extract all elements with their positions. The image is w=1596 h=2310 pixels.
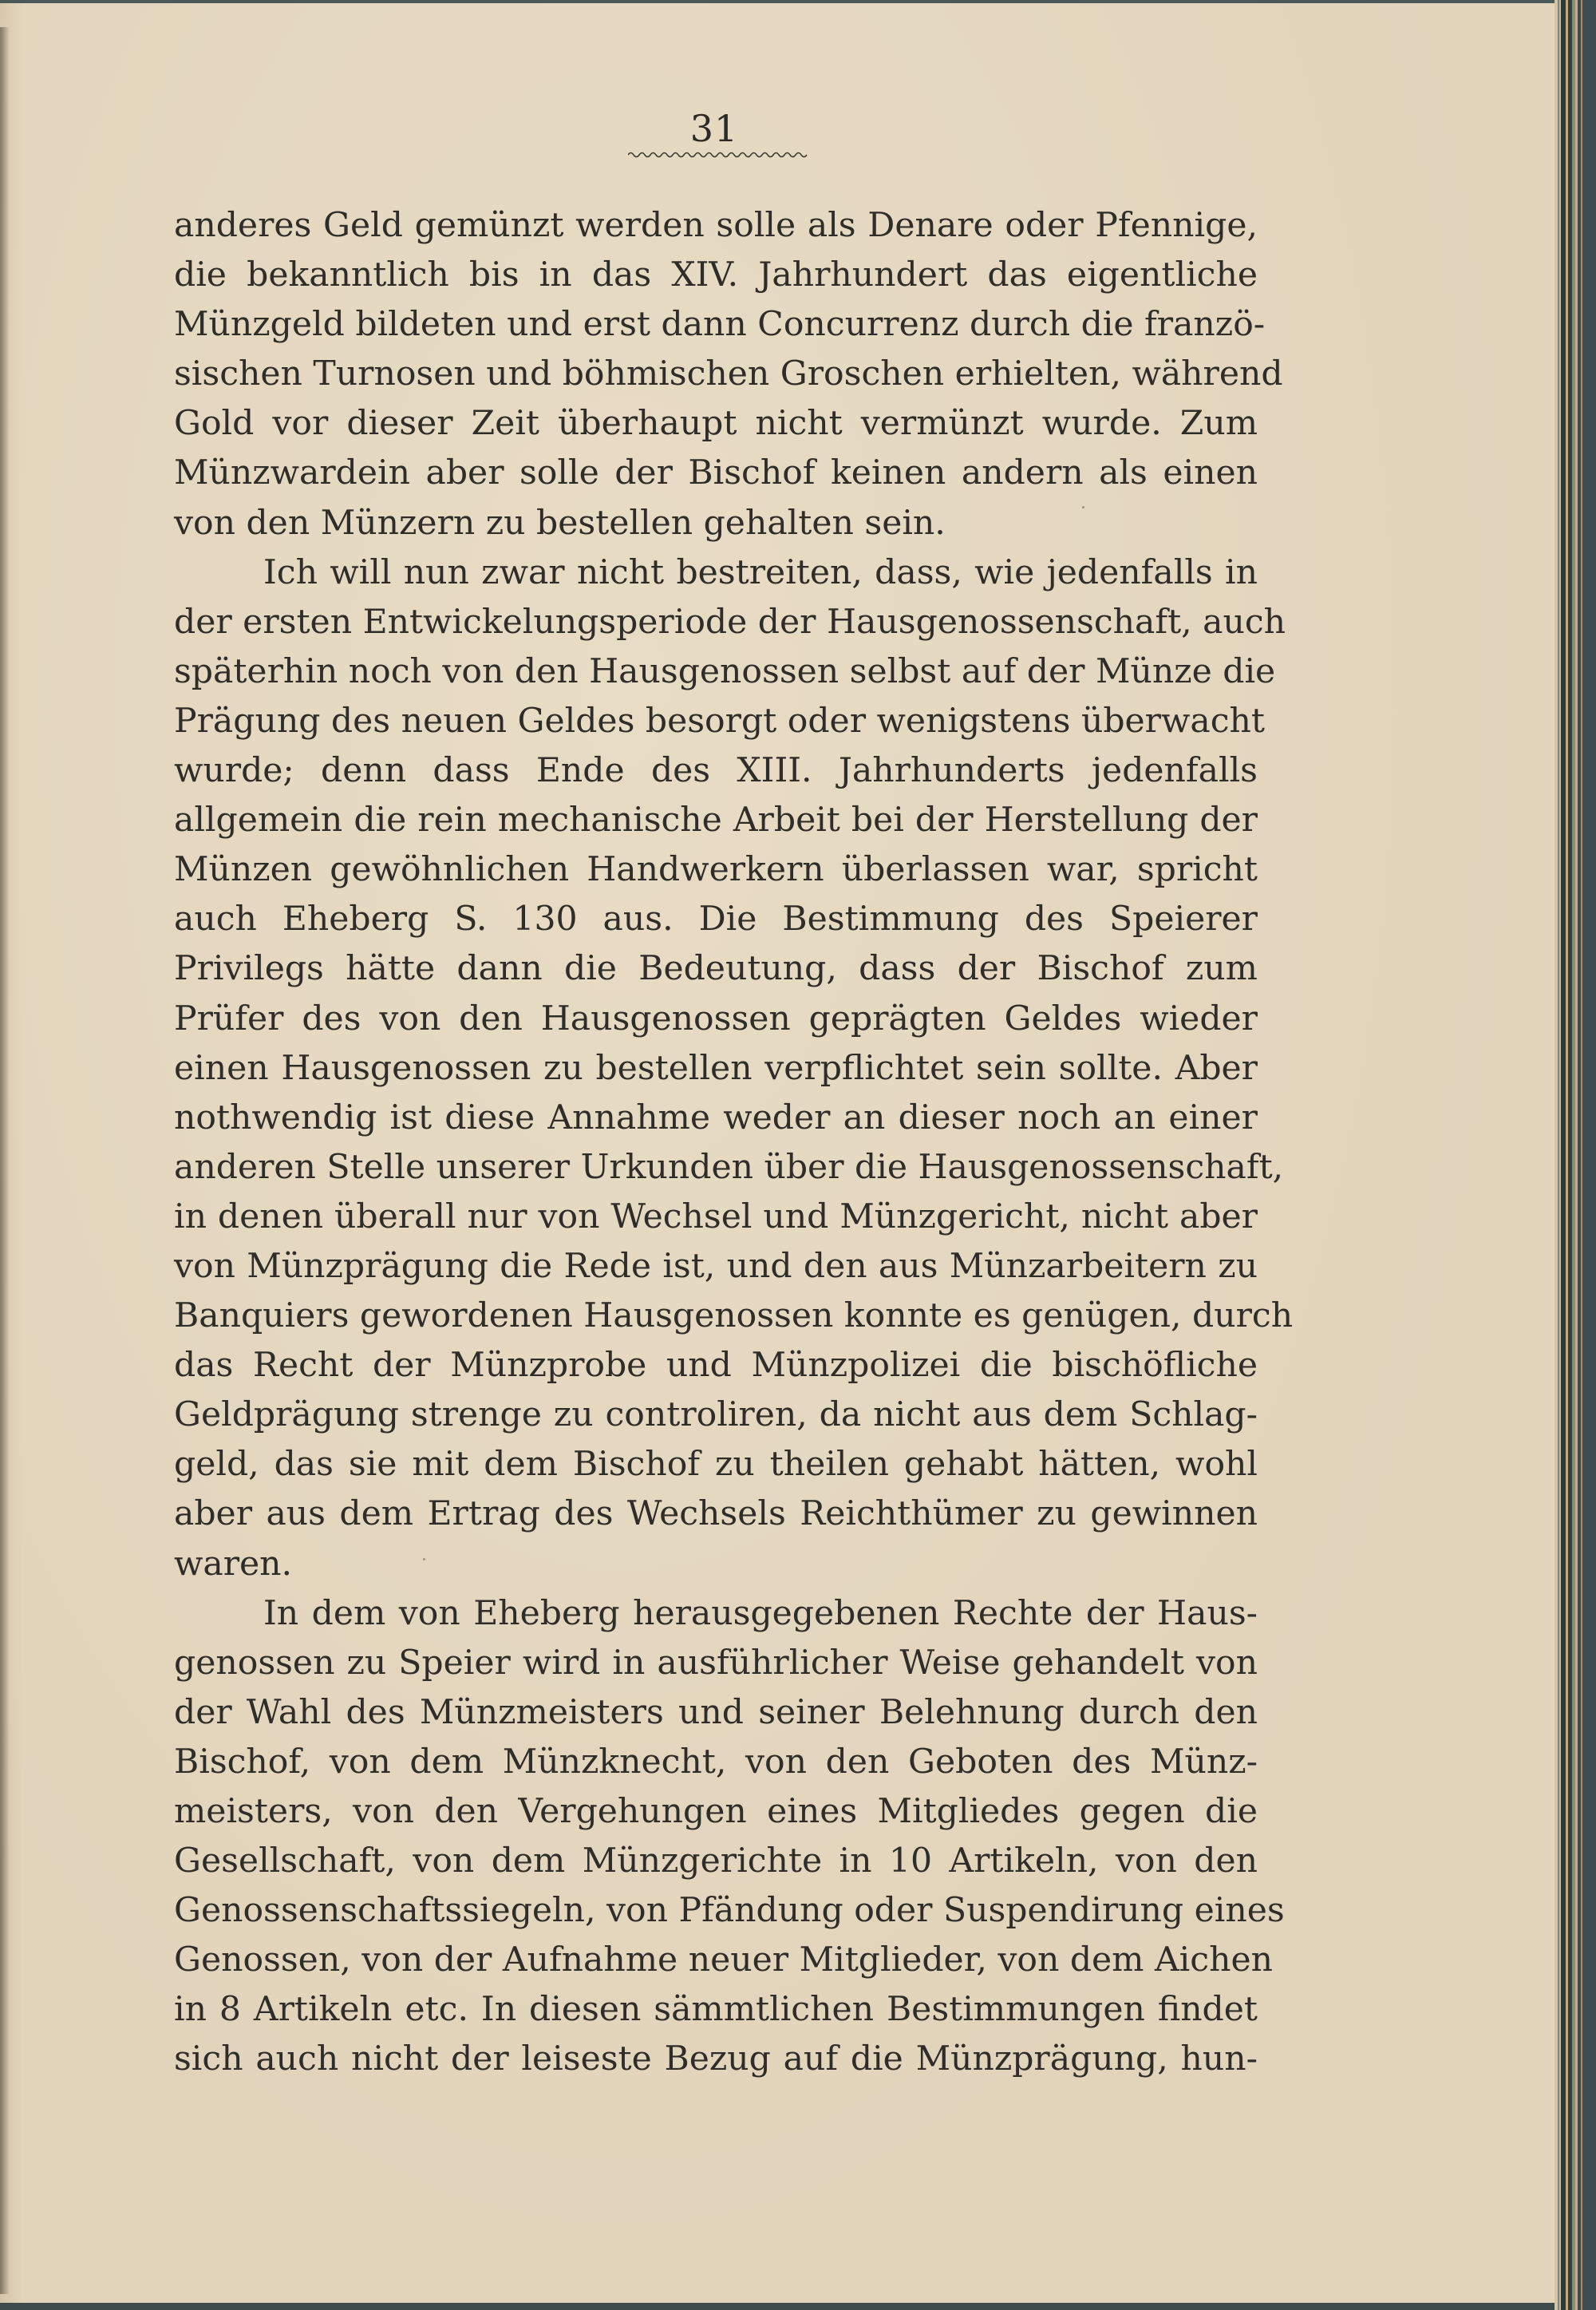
text-line: Genossenschaftssiegeln, von Pfändung oder Suspendirung eines: [174, 1891, 1285, 1931]
text-line: genossen zu Speier wird in ausführlicher Weise gehandelt von: [174, 1643, 1258, 1683]
text-line: in 8 Artikeln etc. In diesen sämmtlichen Bestimmungen findet: [174, 1990, 1258, 2030]
text-line: nothwendig ist diese Annahme weder an dieser noch an einer: [174, 1098, 1258, 1137]
text-line: der ersten Entwickelungsperiode der Hausgenossenschaft, auch: [174, 602, 1286, 642]
text-line: geld, das sie mit dem Bischof zu theilen gehabt hätten, wohl: [174, 1445, 1258, 1485]
text-line: sich auch nicht der leiseste Bezug auf die Münzprägung, hun-: [174, 2039, 1258, 2079]
text-line: Prüfer des von den Hausgenossen geprägten Geldes wieder: [174, 999, 1258, 1038]
text-line: in denen überall nur von Wechsel und Münzgericht, nicht aber: [174, 1197, 1258, 1236]
text-line: der Wahl des Münzmeisters und seiner Belehnung durch den: [174, 1692, 1258, 1732]
wavy-rule-ornament: [628, 149, 808, 160]
text-line: waren.: [174, 1544, 293, 1584]
page-number: 31: [689, 107, 739, 150]
text-line: anderen Stelle unserer Urkunden über die Hausgenossenschaft,: [174, 1147, 1284, 1187]
text-line: Geldprägung strenge zu controliren, da nicht aus dem Schlag-: [174, 1395, 1258, 1435]
text-line: späterhin noch von den Hausgenossen selbst auf der Münze die: [174, 651, 1276, 691]
text-line: sischen Turnosen und böhmischen Groschen erhielten, während: [174, 354, 1283, 394]
text-line: Münzgeld bildeten und erst dann Concurrenz durch die franzö-: [174, 305, 1266, 345]
text-line: Banquiers gewordenen Hausgenossen konnte es genügen, durch: [174, 1296, 1294, 1336]
text-line: wurde; denn dass Ende des XIII. Jahrhunderts jedenfalls: [174, 751, 1258, 791]
text-line: meisters, von den Vergehungen eines Mitgliedes gegen die: [174, 1792, 1258, 1831]
text-line: Bischof, von dem Münzknecht, von den Geboten des Münz-: [174, 1742, 1258, 1782]
book-binding-edge: [1555, 0, 1596, 2310]
text-line: das Recht der Münzprobe und Münzpolizei die bischöfliche: [174, 1346, 1258, 1386]
text-line: von den Münzern zu bestellen gehalten sein.: [174, 503, 946, 543]
paragraph-first-line: Ich will nun zwar nicht bestreiten, dass, wie jedenfalls in: [263, 552, 1258, 592]
text-line: Gesellschaft, von dem Münzgerichte in 10 Artikeln, von den: [174, 1841, 1258, 1881]
text-line: die bekanntlich bis in das XIV. Jahrhundert das eigentliche: [174, 255, 1258, 295]
text-line: auch Eheberg S. 130 aus. Die Bestimmung des Speierer: [174, 900, 1258, 939]
paragraph-first-line: In dem von Eheberg herausgegebenen Rechte der Haus-: [263, 1593, 1258, 1633]
page-bottom-edge: [0, 2303, 1596, 2310]
text-line: anderes Geld gemünzt werden solle als Denare oder Pfennige,: [174, 206, 1258, 245]
text-line: Prägung des neuen Geldes besorgt oder wenigstens überwacht: [174, 701, 1265, 741]
paper-speck: [423, 1558, 425, 1560]
text-line: allgemein die rein mechanische Arbeit bei der Herstellung der: [174, 801, 1258, 841]
text-line: Genossen, von der Aufnahme neuer Mitglieder, von dem Aichen: [174, 1940, 1273, 1980]
text-line: von Münzprägung die Rede ist, und den aus Münzarbeitern zu: [174, 1246, 1258, 1286]
text-line: aber aus dem Ertrag des Wechsels Reichthümer zu gewinnen: [174, 1494, 1258, 1534]
text-line: Münzen gewöhnlichen Handwerkern überlassen war, spricht: [174, 850, 1258, 890]
text-line: Münzwardein aber solle der Bischof keinen andern als einen: [174, 453, 1258, 493]
text-line: einen Hausgenossen zu bestellen verpflichtet sein sollte. Aber: [174, 1048, 1258, 1088]
text-line: Gold vor dieser Zeit überhaupt nicht vermünzt wurde. Zum: [174, 404, 1258, 444]
text-line: Privilegs hätte dann die Bedeutung, dass der Bischof zum: [174, 949, 1258, 989]
body-text: [174, 201, 1294, 2085]
paper-speck: [1082, 506, 1084, 508]
page-gutter-shadow: [0, 27, 10, 2294]
